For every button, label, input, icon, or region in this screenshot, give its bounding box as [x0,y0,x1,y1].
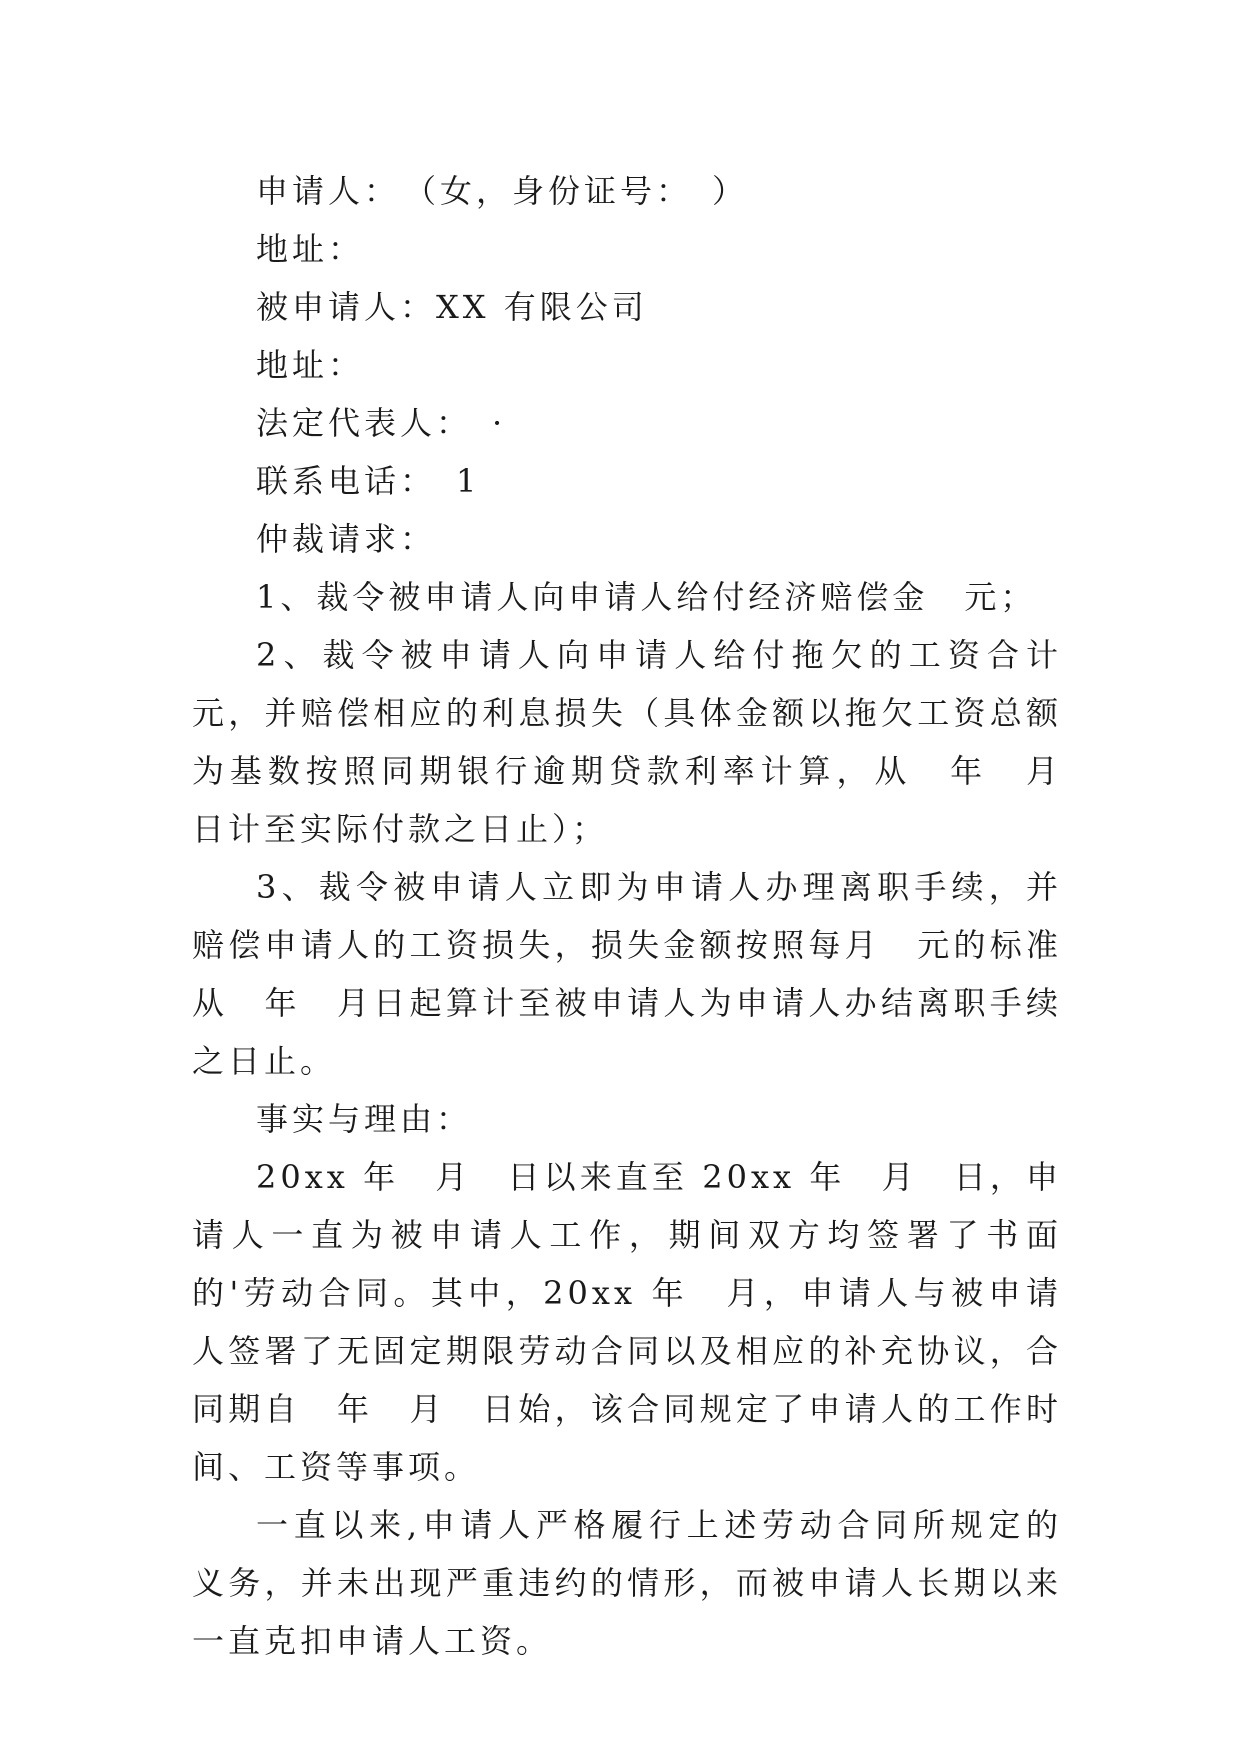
claim-1: 1、裁令被申请人向申请人给付经济赔偿金 元； [256,578,1037,616]
applicant-address-line: 地址： [256,230,365,268]
claim-3: 3、裁令被申请人立即为申请人办理离职手续，并赔偿申请人的工资损失，损失金额按照每月 元的标准从 年 月日起算计至被申请人为申请人办结离职手续之日止。 [192,868,1062,1080]
respondent-address-line: 地址： [256,346,365,384]
arbitration-request-heading: 仲裁请求： [256,520,437,558]
applicant-line: 申请人： （女，身份证号： ） [256,172,749,210]
facts-paragraph-2: 一直以来,申请人严格履行上述劳动合同所规定的义务，并未出现严重违约的情形，而被申请人长期以来一直克扣申请人工资。 [192,1506,1062,1660]
legal-representative-line: 法定代表人： · [256,404,507,442]
facts-paragraph-1: 20xx 年 月 日以来直至 20xx 年 月 日，申请人一直为被申请人工作，期间双方均签署了书面的'劳动合同。其中，20xx 年 月，申请人与被申请人签署了无固定期限劳动合同以及相应的补充协议，合同期自 年 月 日始，该合同规定了申请人的工作时间、工资等事项。 [192,1158,1062,1486]
respondent-line: 被申请人：XX 有限公司 [256,288,648,326]
claim-2: 2、裁令被申请人向申请人给付拖欠的工资合计 元，并赔偿相应的利息损失（具体金额以拖欠工资总额为基数按照同期银行逾期贷款利率计算，从 年 月 日计至实际付款之日止）； [192,636,1099,848]
facts-heading: 事实与理由： [256,1100,473,1138]
contact-phone-line: 联系电话： 1 [256,462,481,500]
document-body [192,162,1099,1670]
